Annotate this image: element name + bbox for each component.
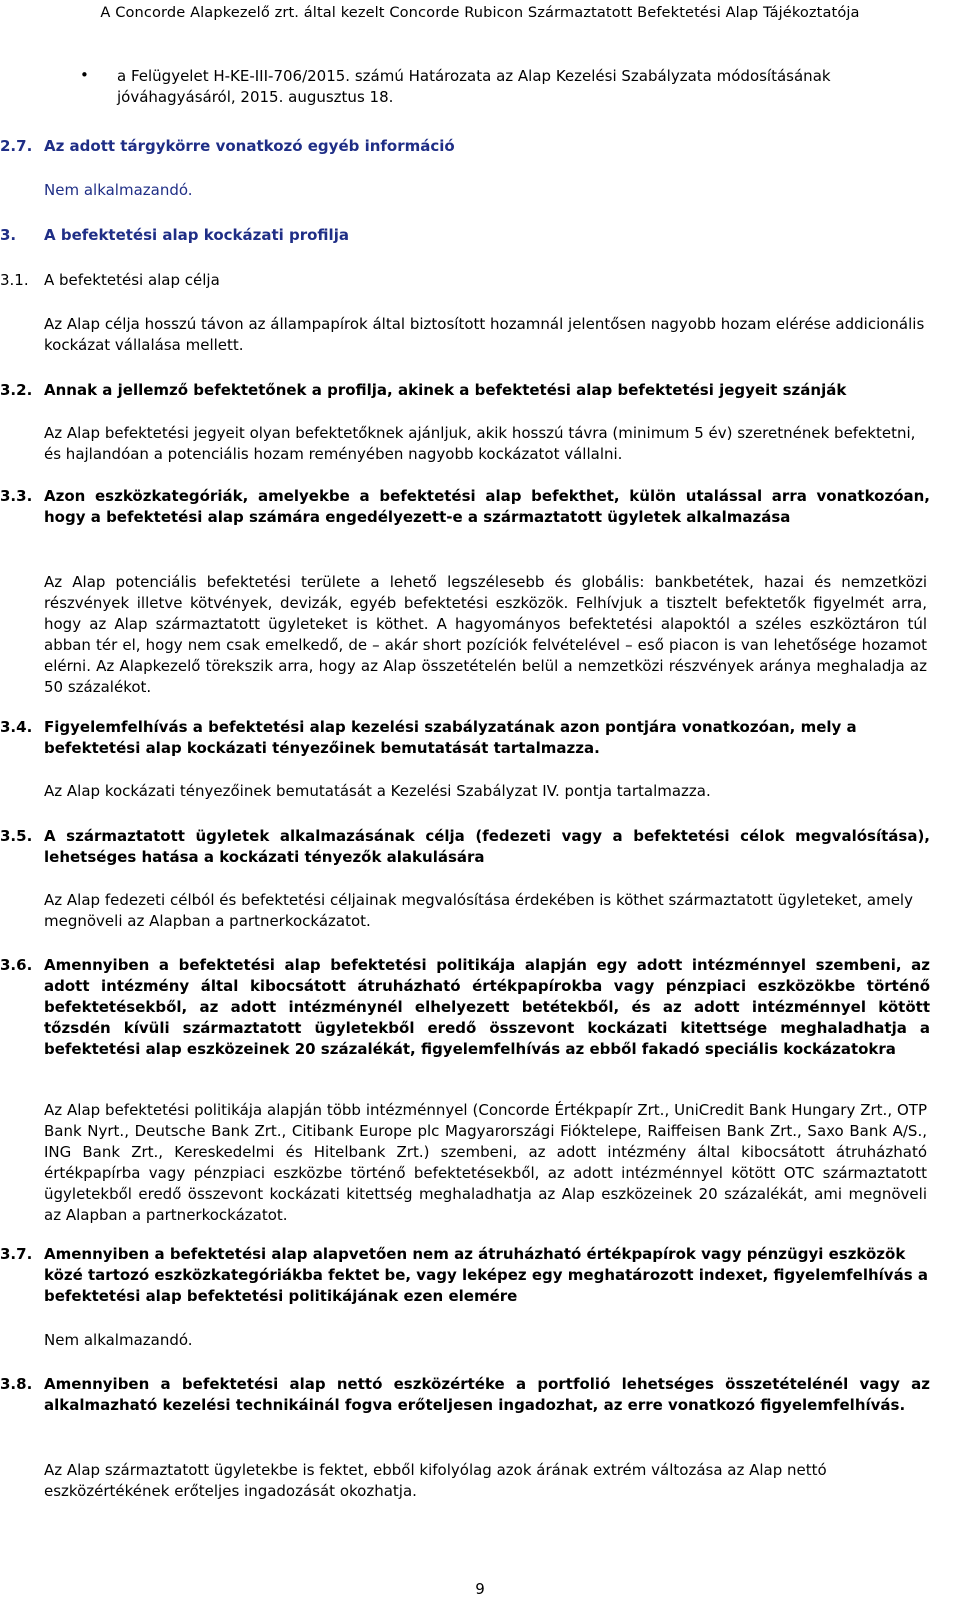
section-number: 3.6. [0,956,33,974]
section-3-3-body: Az Alap potenciális befektetési területe a lehető legszélesebb és globális: bankbetétek, hazai és nemzetközi részvények illetve kötvények, devizák, egyéb befektetési eszközök. Felhívjuk a tisztelt befektetők figyelmét arra, hogy az Alap származtatott ügyleteket is köthet. A hagyományos befektetési alapoktól a széles eszköztáron túl abban tér el, hogy nem csak emelkedő, de – akár short pozíciók felvételével – eső piacon is van lehetősége hozamot elérni. Az Alapkezelő törekszik arra, hogy az Alap összetételén belül a nemzetközi részvények aránya meghaladja az 50 százalékot. [44,573,927,696]
section-3-8-body: Az Alap származtatott ügyletekbe is fektet, ebből kifolyólag azok árának extrém változása az Alap nettó eszközértékének erőteljes ingadozását okozhatja. [44,1461,827,1500]
section-3-5-body: Az Alap fedezeti célból és befektetési céljainak megvalósítása érdekében is köthet származtatott ügyleteket, amely megnöveli az Alapban a partnerkockázatot. [44,891,913,930]
section-number: 3.3. [0,487,33,505]
section-3-1-heading [0,270,930,291]
section-title: A befektetési alap kockázati profilja [44,226,349,244]
section-title: Figyelemfelhívás a befektetési alap kezelési szabályzatának azon pontjára vonatkozóan, mely a befektetési alap kockázati tényezőinek bemutatását tartalmazza. [44,718,857,757]
section-number: 2.7. [0,137,33,155]
section-3-2-heading [0,380,930,401]
section-number: 3. [0,226,17,244]
section-2-7-heading [0,136,930,157]
section-number: 3.7. [0,1245,33,1263]
section-number: 3.2. [0,381,33,399]
page-header: A Concorde Alapkezelő zrt. által kezelt Concorde Rubicon Származtatott Befektetési Alap Tájékoztatója [100,4,860,21]
section-3-8-heading [0,1374,930,1416]
section-3-2-body: Az Alap befektetési jegyeit olyan befektetőknek ajánljuk, akik hosszú távra (minimum 5 év) szeretnének befektetni, és hajlandóan a potenciális hozam reményében nagyobb kockázatot vállalni. [44,424,916,463]
section-3-7-heading [0,1244,930,1307]
section-title: Amennyiben a befektetési alap nettó eszközértéke a portfolió lehetséges összetételénél vagy az alkalmazható kezelési technikáinál fogva erőteljesen ingadozhat, az erre vonatkozó figyelemfelhívás. [44,1375,930,1414]
bullet-icon: • [80,66,89,84]
section-3-3-heading [0,486,930,528]
section-title: A befektetési alap célja [44,271,220,289]
section-3-heading [0,225,930,246]
section-title: Azon eszközkategóriák, amelyekbe a befektetési alap befekthet, külön utalással arra vonatkozóan, hogy a befektetési alap számára engedélyezett-e a származtatott ügyletek alkalmazása [44,487,930,526]
section-3-6-heading [0,955,930,1060]
section-3-4-heading [0,717,930,759]
section-3-1-body: Az Alap célja hosszú távon az állampapírok által biztosított hozamnál jelentősen nagyobb hozam elérése addicionális kockázat vállalása mellett. [44,315,925,354]
bullet-text: a Felügyelet H-KE-III-706/2015. számú Határozata az Alap Kezelési Szabályzata módosításának jóváhagyásáról, 2015. augusztus 18. [117,67,831,106]
section-title: Amennyiben a befektetési alap alapvetően nem az átruházható értékpapírok vagy pénzügyi eszközök közé tartozó eszközkategóriákba fektet be, vagy leképez egy meghatározott indexet, figyelemfelhívás a befektetési alap befektetési politikájának ezen elemére [44,1245,928,1305]
section-number: 3.8. [0,1375,33,1393]
section-3-5-heading [0,826,930,868]
section-number: 3.1. [0,271,29,289]
section-number: 3.5. [0,827,33,845]
page-number: 9 [475,1580,485,1598]
section-3-4-body: Az Alap kockázati tényezőinek bemutatását a Kezelési Szabályzat IV. pontja tartalmazza. [44,782,711,800]
section-3-7-body: Nem alkalmazandó. [44,1331,193,1349]
section-title: Annak a jellemző befektetőnek a profilja, akinek a befektetési alap befektetési jegyeit szánják [44,381,847,399]
section-title: Amennyiben a befektetési alap befektetési politikája alapján egy adott intézménnyel szembeni, az adott intézmény által kibocsátott átruházható értékpapírokba vagy pénzpiaci eszközökbe történő befektetésekből, az adott intézménynél elhelyezett betétekből, és az adott intézménnyel kötött tőzsdén kívüli származtatott ügyletekből eredő összevont kockázati kitettsége meghaladhatja a befektetési alap eszközeinek 20 százalékát, figyelemfelhívás az ebből fakadó speciális kockázatokra [44,956,930,1058]
section-title: Az adott tárgykörre vonatkozó egyéb információ [44,137,455,155]
section-number: 3.4. [0,718,33,736]
section-title: A származtatott ügyletek alkalmazásának célja (fedezeti vagy a befektetési célok megvalósítása), lehetséges hatása a kockázati tényezők alakulására [44,827,930,866]
section-3-6-body: Az Alap befektetési politikája alapján több intézménnyel (Concorde Értékpapír Zrt., UniCredit Bank Hungary Zrt., OTP Bank Nyrt., Deutsche Bank Zrt., Citibank Europe plc Magyarországi Fióktelepe, Raiffeisen Bank Zrt., Saxo Bank A/S., ING Bank Zrt., Kereskedelmi és Hitelbank Zrt.) szembeni, az adott intézmény által kibocsátott átruházható értékpapírba vagy pénzpiaci eszközbe történő befektetésekből, az adott intézménnyel kötött OTC származtatott ügyletekből eredő összevont kockázati kitettség meghaladhatja az Alap eszközeinek 20 százalékát, ami megnöveli az Alapban a partnerkockázatot. [44,1101,927,1224]
section-2-7-body: Nem alkalmazandó. [44,181,193,199]
